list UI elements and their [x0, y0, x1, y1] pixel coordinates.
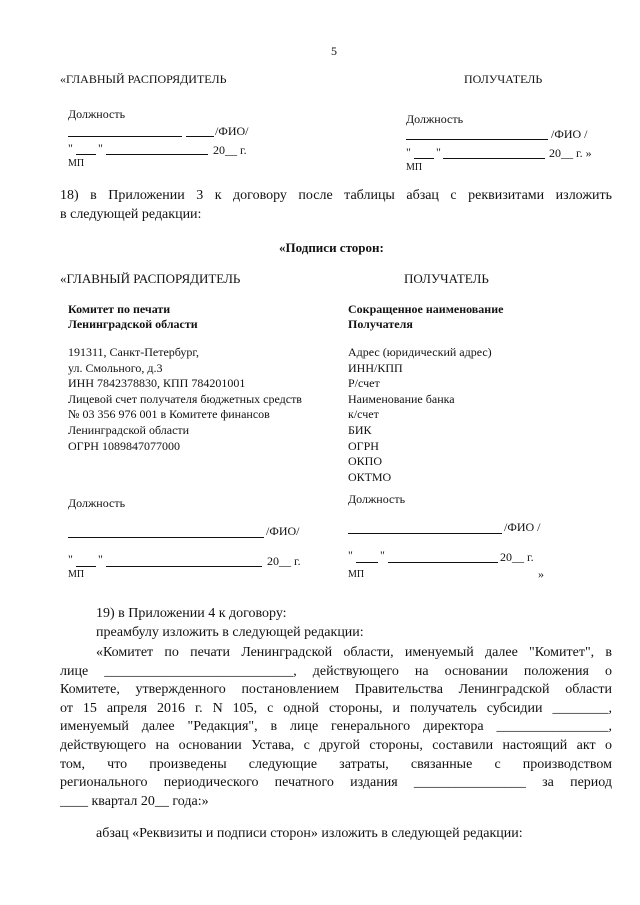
quote-line: лице ___________________________, действующего на основании положения о	[60, 663, 612, 679]
right-closing-quote: »	[538, 567, 544, 581]
left-detail-line: ИНН 7842378830, КПП 784201001	[68, 376, 246, 391]
right-party-signature-line	[348, 533, 502, 534]
right-detail-line: ОКПО	[348, 454, 383, 469]
left-party-name-line2: Ленинградской области	[68, 317, 198, 331]
quote-line: Комитете, утвержденного постановлением Правительства Ленинградской области	[60, 682, 612, 698]
item19-line1: 19) в Приложении 4 к договору:	[96, 606, 287, 621]
right-month-line	[388, 562, 498, 563]
top-left-position: Должность	[68, 107, 126, 121]
left-detail-line: ул. Смольного, д.3	[68, 360, 163, 375]
signatures-heading: «Подписи сторон:	[279, 240, 384, 255]
top-left-day-line	[76, 154, 96, 155]
left-party-position: Должность	[68, 496, 126, 510]
top-left-fio: /ФИО/	[215, 124, 249, 138]
left-detail-line: ОГРН 1089847077000	[68, 438, 180, 453]
quote-line: том, что произведены следующие затраты, связанные с производством	[60, 756, 612, 772]
item19-line2: преамбулу изложить в следующей редакции:	[96, 625, 364, 640]
left-month-line	[106, 566, 262, 567]
right-party-title: ПОЛУЧАТЕЛЬ	[404, 271, 489, 286]
left-party-name-line1: Комитет по печати	[68, 302, 171, 316]
right-date-quote-open: "	[348, 548, 353, 562]
item19-final-line: абзац «Реквизиты и подписи сторон» изложить в следующей редакции:	[96, 826, 523, 841]
top-right-date-quote-open: "	[406, 145, 411, 159]
top-right-month-line	[443, 158, 545, 159]
quote-line: действующего на основании Устава, с другой стороны, составили настоящий акт о	[60, 737, 612, 753]
top-right-fio: /ФИО /	[551, 127, 588, 141]
right-party-position: Должность	[348, 492, 406, 506]
left-party-details	[68, 345, 302, 454]
right-detail-line: ОГРН	[348, 438, 379, 453]
right-detail-line: БИК	[348, 422, 372, 437]
quote-line: «Комитет по печати Ленинградской области, именуемый далее "Комитет", в	[96, 645, 612, 660]
top-left-month-line	[106, 154, 208, 155]
top-left-year: 20__ г.	[213, 143, 247, 157]
left-detail-line: Лицевой счет получателя бюджетных средств	[68, 391, 302, 406]
top-left-date-quote-close: "	[98, 141, 103, 155]
left-date-quote-open: "	[68, 552, 73, 566]
item19-quote	[60, 644, 612, 811]
top-right-title: ПОЛУЧАТЕЛЬ	[464, 72, 543, 86]
left-date-quote-close: "	[98, 552, 103, 566]
right-party-name-line1: Сокращенное наименование	[348, 302, 504, 316]
right-stamp-label: МП	[348, 569, 365, 580]
left-party-year: 20__ г.	[267, 554, 301, 568]
top-right-position: Должность	[406, 112, 464, 126]
top-left-stamp-label: МП	[68, 158, 85, 169]
item18-line1: 18) в Приложении 3 к договору после таблицы абзац с реквизитами изложить	[60, 188, 612, 203]
left-party-signature-line	[68, 537, 264, 538]
left-detail-line: № 03 356 976 001 в Комитете финансов	[68, 407, 270, 422]
top-right-signature-line	[406, 139, 548, 140]
top-right-day-line	[414, 158, 434, 159]
top-left-date-quote-open: "	[68, 141, 73, 155]
quote-line: именуемый далее "Редакция", в лице генерального директора ________________,	[60, 719, 612, 735]
item18-line2: в следующей редакции:	[60, 207, 202, 222]
top-left-signature-line	[68, 136, 182, 137]
right-detail-line: к/счет	[348, 407, 379, 422]
left-stamp-label: МП	[68, 569, 85, 580]
right-detail-line: Наименование банка	[348, 391, 455, 406]
top-right-year: 20__ г. »	[549, 146, 592, 160]
quote-line: от 15 апреля 2016 г. N 105, с одной стороны, и получатель субсидии ________,	[60, 700, 612, 716]
right-date-quote-close: "	[380, 548, 385, 562]
right-detail-line: ИНН/КПП	[348, 360, 403, 375]
quote-line: регионального периодического печатного издания ________________ за период	[60, 775, 612, 791]
right-party-fio: /ФИО /	[504, 520, 541, 534]
left-detail-line: Ленинградской области	[68, 422, 190, 437]
top-left-initials-line	[186, 136, 214, 137]
left-party-fio: /ФИО/	[266, 524, 300, 538]
right-detail-line: Адрес (юридический адрес)	[348, 345, 492, 359]
left-party-title: «ГЛАВНЫЙ РАСПОРЯДИТЕЛЬ	[60, 271, 241, 286]
top-right-stamp-label: МП	[406, 162, 423, 173]
right-detail-line: ОКТМО	[348, 469, 392, 484]
top-right-date-quote-close: "	[436, 145, 441, 159]
quote-line: ____ квартал 20__ года:»	[60, 793, 209, 809]
left-detail-line: 191311, Санкт-Петербург,	[68, 345, 199, 359]
top-left-title: «ГЛАВНЫЙ РАСПОРЯДИТЕЛЬ	[60, 72, 227, 86]
right-party-name-line2: Получателя	[348, 317, 413, 331]
right-party-details	[348, 345, 492, 485]
right-day-line	[356, 562, 378, 563]
left-day-line	[76, 566, 96, 567]
page-number: 5	[331, 44, 337, 58]
right-party-year: 20__ г.	[500, 550, 534, 564]
right-detail-line: Р/счет	[348, 376, 380, 391]
